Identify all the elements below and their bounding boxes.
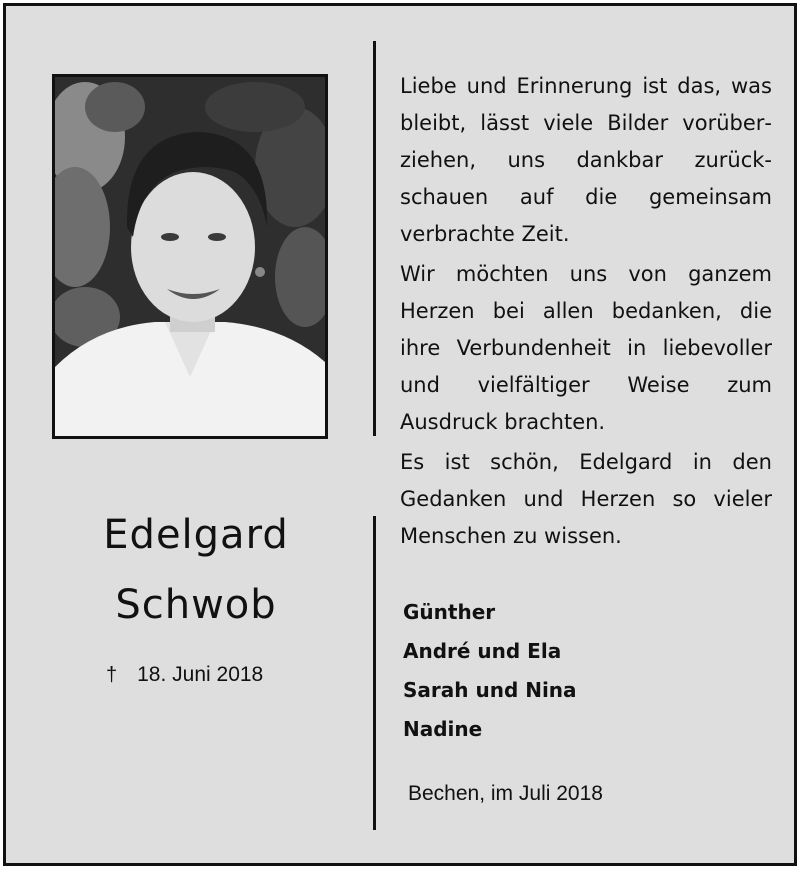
paragraph-text: Liebe und Erinnerung ist das, was bleibt, lässt viele Bilder vorüberziehen, uns dankbar zurückschauen auf die gemeinsam verbrachte Zeit. xyxy=(400,74,772,246)
cross-icon: † xyxy=(106,664,118,686)
portrait-photo xyxy=(52,74,328,439)
deceased-last-name: Schwob xyxy=(115,582,277,628)
deceased-first-name: Edelgard xyxy=(103,512,289,558)
obituary-card xyxy=(3,3,797,866)
mourner-name: André und Ela xyxy=(403,639,562,663)
death-date: 18. Juni 2018 xyxy=(137,663,264,686)
divider-line-bottom xyxy=(373,516,376,830)
mourner-name: Günther xyxy=(403,600,496,624)
mourner-name: Sarah und Nina xyxy=(403,678,577,702)
message-paragraph-2: Wir möchten uns von ganzem Herzen bei allen bedanken, die ihre Verbundenheit in liebevoller und vielfältiger Weise zum Ausdruck brachten. xyxy=(400,262,772,434)
death-date-line xyxy=(106,661,263,689)
message-paragraph-1 xyxy=(400,68,772,253)
mourners-list xyxy=(403,593,577,749)
divider-line-top xyxy=(373,41,376,436)
place-and-date: Bechen, im Juli 2018 xyxy=(408,782,603,805)
message-paragraph-3: Es ist schön, Edelgard in den Gedanken und Herzen so vieler Menschen zu wissen. xyxy=(400,450,772,548)
mourner-name: Nadine xyxy=(403,717,483,741)
portrait-image xyxy=(55,77,325,436)
